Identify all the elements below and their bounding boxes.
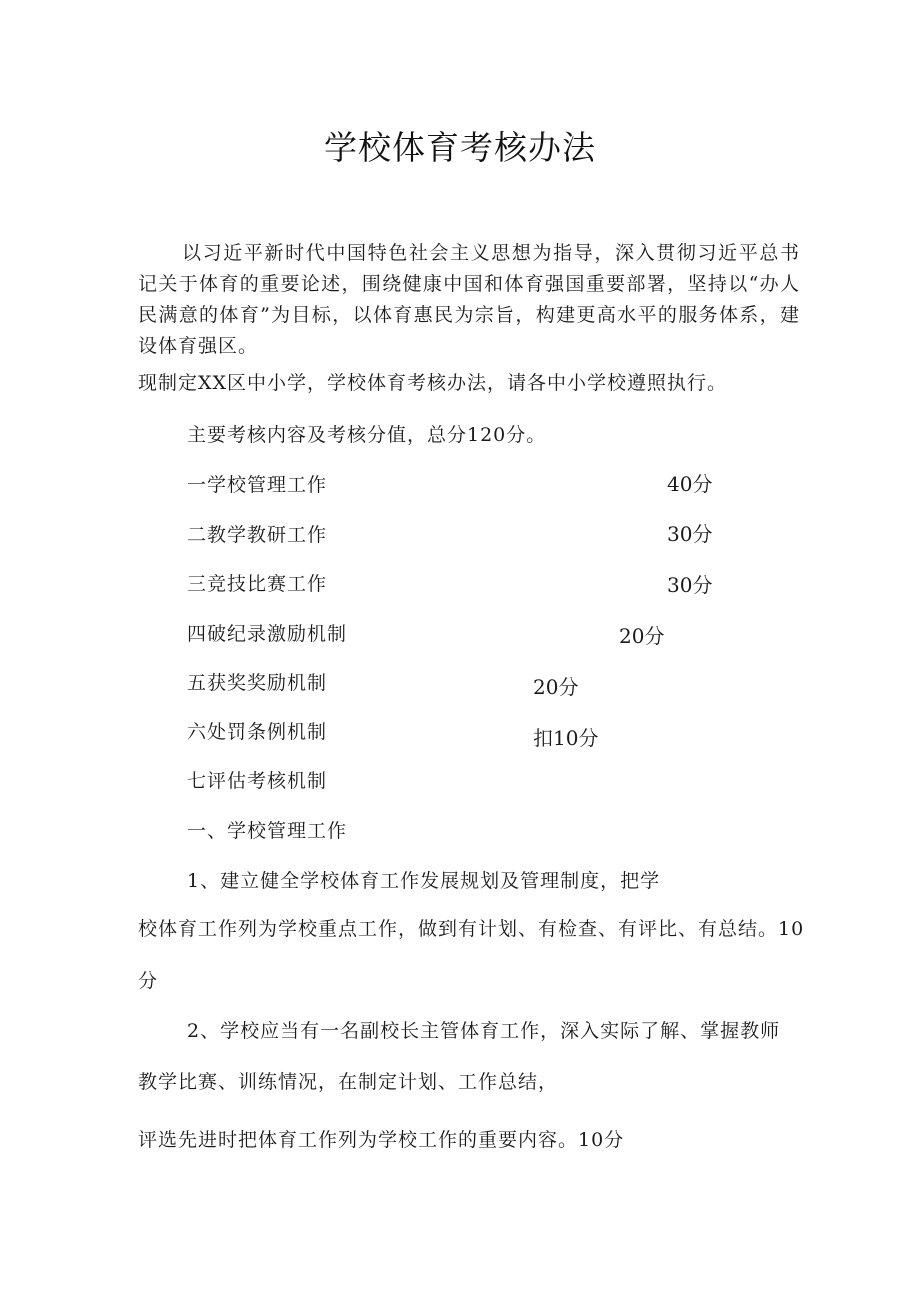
list-item-label: 一学校管理工作 bbox=[187, 474, 328, 496]
clipped-score-area bbox=[533, 722, 643, 750]
list-item-score: 30分 bbox=[667, 573, 713, 597]
summary-text: 主要考核内容及考核分值，总分120分。 bbox=[187, 424, 547, 446]
list-item-label: 七评估考核机制 bbox=[187, 770, 328, 792]
section-text: 1、建立健全学校体育工作发展规划及管理制度，把学 bbox=[187, 870, 661, 892]
section-text: 2、学校应当有一名副校长主管体育工作，深入实际了解、掌握教师 bbox=[187, 1020, 781, 1042]
section-text: 教学比赛、训练情况，在制定计划、工作总结， bbox=[138, 1071, 559, 1093]
list-item-label: 六处罚条例机制 bbox=[187, 721, 328, 743]
section-text: 校体育工作列为学校重点工作，做到有计划、有检查、有评比、有总结。10 bbox=[138, 918, 805, 940]
section-text: 评选先进时把体育工作列为学校工作的重要内容。10分 bbox=[138, 1129, 625, 1151]
list-item-score: 20分 bbox=[619, 624, 665, 648]
list-item-label: 五获奖奖励机制 bbox=[187, 672, 328, 694]
list-item-score: 40分 bbox=[667, 472, 713, 496]
list-item-score: 扣10分 bbox=[533, 726, 599, 750]
section-text: 分 bbox=[138, 970, 159, 992]
intro-paragraph: 以习近平新时代中国特色社会主义思想为指导，深入贯彻习近平总书记关于体育的重要论述，围绕健康中国和体育强国重要部署，坚持以“办人民满意的体育”为目标，以体育惠民为宗旨，构建更高水平的服务体系，建设体育强区。 bbox=[138, 242, 800, 357]
list-item-label: 二教学教研工作 bbox=[187, 524, 328, 546]
list-item-score: 20分 bbox=[533, 675, 579, 699]
list-item-label: 四破纪录激励机制 bbox=[187, 623, 348, 645]
notice-text: 现制定XX区中小学，学校体育考核办法，请各中小学校遵照执行。 bbox=[138, 372, 728, 394]
list-item-score: 30分 bbox=[667, 522, 713, 546]
section-heading: 一、学校管理工作 bbox=[187, 820, 348, 842]
list-item-label: 三竞技比赛工作 bbox=[187, 573, 328, 595]
page-title: 学校体育考核办法 bbox=[324, 128, 596, 167]
